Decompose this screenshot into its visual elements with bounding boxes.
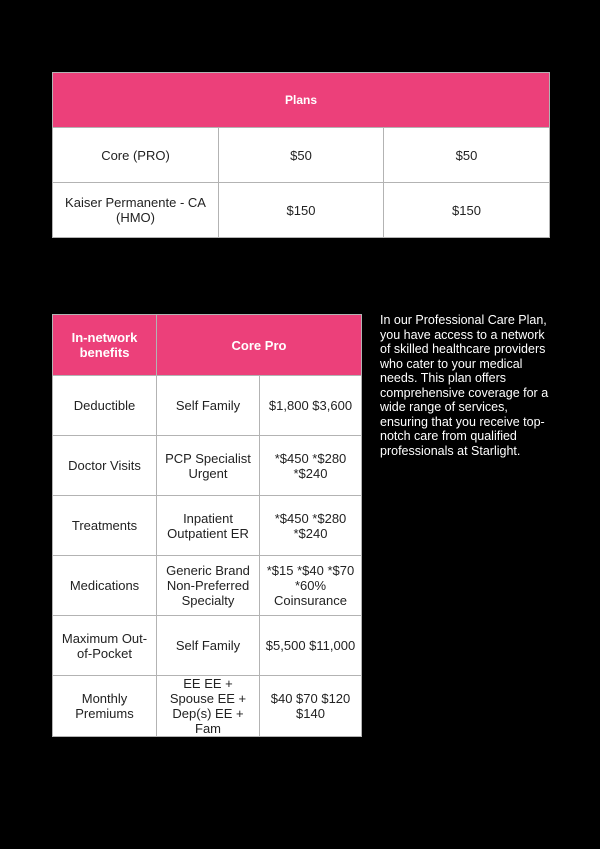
benefit-costs: $5,500 $11,000: [260, 616, 362, 676]
benefits-header-label: In-network benefits: [53, 315, 157, 376]
table-row: [53, 616, 362, 676]
plan-description: In our Professional Care Plan, you have access to a network of skilled healthcare providers who cater to your medical needs. This plan offers comprehensive coverage for a wide range of services, ensuring that you receive top-notch care from qualified professionals at Starlight.: [380, 313, 549, 458]
plan-price: $150: [219, 183, 384, 238]
benefits-table: [52, 314, 362, 737]
benefit-costs: *$450 *$280 *$240: [260, 496, 362, 556]
plan-name: Kaiser Permanente - CA (HMO): [53, 183, 219, 238]
benefit-costs: $40 $70 $120 $140: [260, 676, 362, 737]
plan-name: Core (PRO): [53, 128, 219, 183]
benefit-name: Medications: [53, 556, 157, 616]
benefit-tiers: Self Family: [157, 376, 260, 436]
plan-price: $50: [384, 128, 550, 183]
table-row: [53, 496, 362, 556]
plan-price: $50: [219, 128, 384, 183]
benefit-costs: *$15 *$40 *$70 *60% Coinsurance: [260, 556, 362, 616]
table-row: [53, 376, 362, 436]
benefit-name: Monthly Premiums: [53, 676, 157, 737]
plans-header: Plans: [53, 73, 550, 128]
benefit-costs: $1,800 $3,600: [260, 376, 362, 436]
benefit-tiers: EE EE + Spouse EE + Dep(s) EE + Fam: [157, 676, 260, 737]
table-row: [53, 556, 362, 616]
benefit-tiers: PCP Specialist Urgent: [157, 436, 260, 496]
plan-price: $150: [384, 183, 550, 238]
benefit-name: Maximum Out-of-Pocket: [53, 616, 157, 676]
benefit-name: Treatments: [53, 496, 157, 556]
benefit-tiers: Self Family: [157, 616, 260, 676]
table-row: [53, 436, 362, 496]
benefit-tiers: Inpatient Outpatient ER: [157, 496, 260, 556]
table-row: [53, 676, 362, 737]
table-row: [53, 183, 550, 238]
plans-table: [52, 72, 550, 238]
table-row: [53, 128, 550, 183]
benefit-name: Doctor Visits: [53, 436, 157, 496]
benefits-header-row: [53, 315, 362, 376]
benefit-tiers: Generic Brand Non-Preferred Specialty: [157, 556, 260, 616]
benefits-header-plan: Core Pro: [157, 315, 362, 376]
benefit-costs: *$450 *$280 *$240: [260, 436, 362, 496]
benefit-name: Deductible: [53, 376, 157, 436]
plans-header-row: [53, 73, 550, 128]
